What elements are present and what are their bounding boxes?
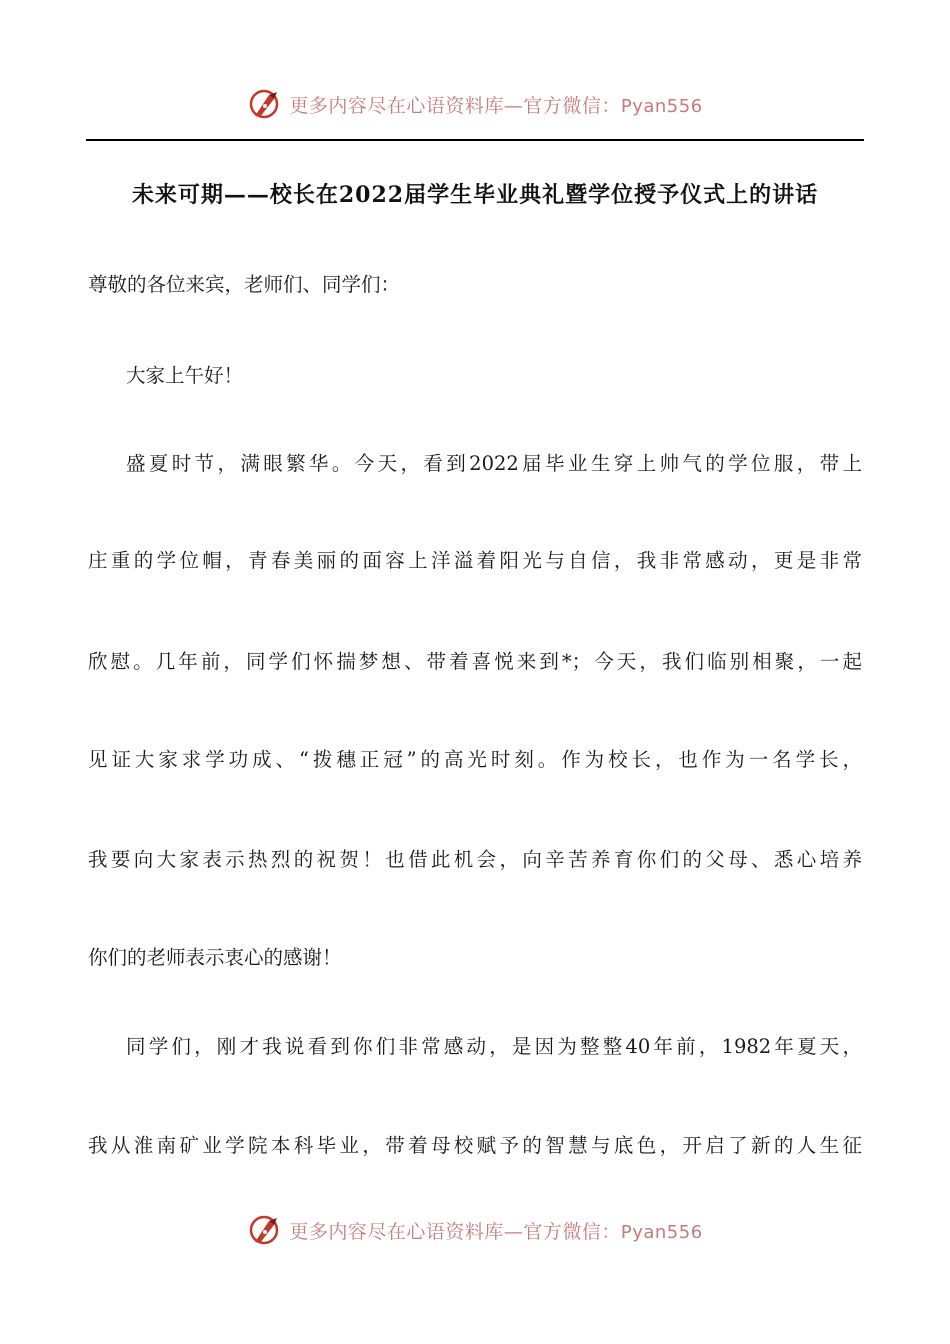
paragraph-line: 见证大家求学功成、“拨穗正冠”的高光时刻。作为校长，也作为一名学长， xyxy=(88,748,862,771)
greeting-line: 大家上午好！ xyxy=(126,364,244,387)
wechat-id: Pyan556 xyxy=(620,1221,703,1243)
salutation-line: 尊敬的各位来宾，老师们、同学们： xyxy=(88,273,401,296)
pen-nib-logo-icon xyxy=(247,1212,283,1248)
paragraph-line: 你们的老师表示衷心的感谢！ xyxy=(88,946,342,969)
paragraph-line: 欣慰。几年前，同学们怀揣梦想、带着喜悦来到*；今天，我们临别相聚，一起 xyxy=(88,650,862,673)
paragraph-line: 同学们，刚才我说看到你们非常感动，是因为整整40年前，1982年夏天， xyxy=(126,1035,862,1058)
header-banner-text: 更多内容尽在心语资料库—官方微信：Pyan556 xyxy=(289,94,703,117)
header-divider xyxy=(86,139,864,141)
paragraph-line: 我从淮南矿业学院本科毕业，带着母校赋予的智慧与底色，开启了新的人生征 xyxy=(88,1134,862,1157)
footer-banner xyxy=(0,1208,950,1252)
wechat-id: Pyan556 xyxy=(620,95,703,117)
paragraph-line: 庄重的学位帽，青春美丽的面容上洋溢着阳光与自信，我非常感动，更是非常 xyxy=(88,549,862,572)
footer-banner-text: 更多内容尽在心语资料库—官方微信：Pyan556 xyxy=(289,1220,703,1243)
header-banner xyxy=(0,82,950,126)
paragraph-line: 我要向大家表示热烈的祝贺！也借此机会，向辛苦养育你们的父母、悉心培养 xyxy=(88,848,862,871)
pen-nib-logo-icon xyxy=(247,86,283,122)
paragraph-line: 盛夏时节，满眼繁华。今天，看到2022届毕业生穿上帅气的学位服，带上 xyxy=(126,452,862,475)
page-title: 未来可期——校长在2022届学生毕业典礼暨学位授予仪式上的讲话 xyxy=(131,182,819,208)
